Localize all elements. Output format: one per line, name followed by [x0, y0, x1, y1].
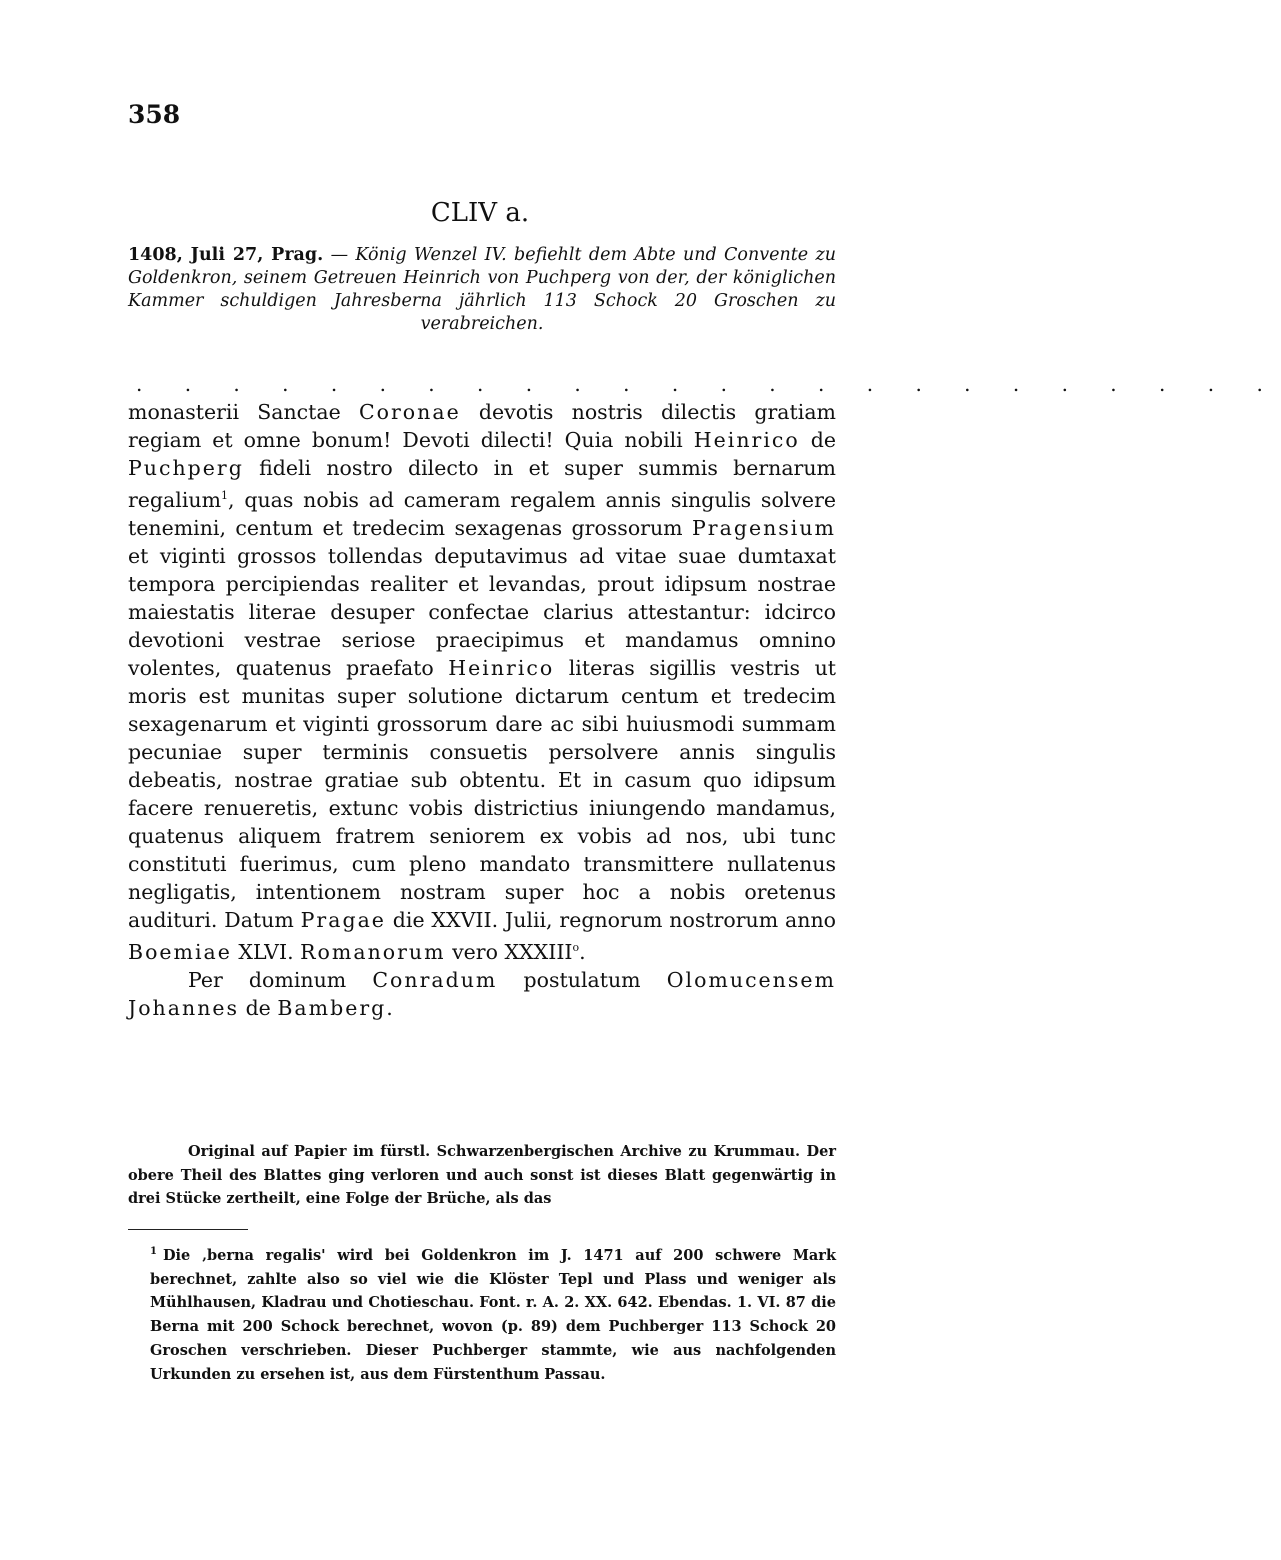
regest-summary: — König Wenzel IV. befiehlt dem Abte und Convente zu Goldenkron, seinem Getreuen Heinrich von Puchperg von der, der königlichen Kammer schuldigen Jahresberna jährlich 113 Schock 20 Groschen zu verabreichen. [128, 245, 836, 334]
name-conradum: Conradum [372, 967, 498, 992]
omission-dots: . . . . . . . . . . . . . . . . . . . . . . . . [136, 372, 1281, 396]
regest [128, 244, 836, 336]
text-span: monasterii Sanctae [128, 400, 359, 424]
source-note: Original auf Papier im fürstl. Schwarzenbergischen Archive zu Krummau. Der obere Theil des Blattes ging verloren und auch sonst ist dieses Blatt gegenwärtig in drei Stücke zertheilt, eine Folge der Brüche, als das [128, 1143, 836, 1207]
text-span: et viginti grossos tollendas deputavimus ad vitae suae dumtaxat tempora percipiendas realiter et levandas, prout idipsum nostrae maiestatis literae desuper confectae clarius attestantur: idcirco devotioni vestrae seriose praecipimus et mandamus omnino volentes, quatenus praefato [128, 543, 836, 680]
name-boemiae: Boemiae [128, 939, 232, 964]
name-johannes: Johannes [128, 995, 240, 1020]
name-puchperg: Puchperg [128, 456, 244, 480]
name-coronae: Coronae [358, 400, 461, 424]
text-span: literas sigillis vestris ut moris est munitas super solutione dictarum centum et tredecim sexagenarum et viginti grossorum dare ac sibi huiusmodi summam pecuniae super terminis consuetis persolvere annis singulis debeatis, nostrae gratiae sub obtentu. Et in casum quo idipsum facere renueretis, extunc vobis districtius iniungendo mandamus, quatenus aliquem fratrem seniorem ex vobis ad nos, ubi tunc constituti fuerimus, cum pleno mandato transmittere nullatenus negligatis, intentionem nostram super hoc a nobis oretenus audituri. Datum [128, 655, 837, 932]
text-span: . [579, 939, 586, 964]
regest-date-place: 1408, Juli 27, Prag. [128, 245, 324, 265]
footnote-number: 1 [150, 1246, 157, 1257]
name-pragae: Pragae [300, 907, 386, 932]
text-span: de [799, 428, 836, 452]
text-span: . [386, 995, 393, 1020]
footnote-text: Die ‚berna regalis' wird bei Goldenkron im J. 1471 auf 200 schwere Mark berechnet, zahlte also so viel wie die Klöster Tepl und Plass und weniger als Mühlhausen, Kladrau und Chotieschau. Font. r. A. 2. XX. 642. Ebendas. 1. VI. 87 die Berna mit 200 Schock berechnet, wovon (p. 89) dem Puchberger 113 Schock 20 Groschen verschrieben. Dieser Puchberger stammte, wie aus nachfolgenden Urkunden zu ersehen ist, aus dem Fürstenthum Passau. [150, 1246, 836, 1383]
text-span: vero XXXIII [445, 939, 573, 964]
text-span: die XXVII. Julii, regnorum nostrorum anno [385, 907, 836, 932]
charter-paragraph [128, 398, 836, 966]
page-number: 358 [128, 100, 181, 129]
document-number: CLIV a. [430, 198, 530, 228]
name-romanorum: Romanorum [300, 939, 446, 964]
text-span: fideli nostro dilecto in et super summis bernarum regalium [128, 456, 836, 512]
footnote [150, 1240, 836, 1387]
closing-paragraph [128, 966, 836, 1022]
name-heinrico: Heinrico [693, 428, 800, 452]
text-span: de [239, 995, 278, 1020]
name-olomucensem: Olomucensem [666, 967, 836, 992]
name-pragensium: Pragensium [692, 515, 836, 540]
footnote-divider [128, 1229, 248, 1230]
charter-text [128, 398, 836, 1022]
text-span: XLVI. [231, 939, 301, 964]
ordinal-marker: o [572, 940, 580, 954]
text-span: Per dominum [188, 967, 373, 992]
text-span: , quas nobis ad cameram regalem annis singulis solvere tenemini, centum et tredecim sexagenas grossorum [128, 487, 836, 540]
text-span: postulatum [497, 967, 667, 992]
name-bamberg: Bamberg [277, 995, 387, 1020]
name-heinrico: Heinrico [448, 655, 555, 680]
footnote-marker: 1 [221, 489, 229, 502]
text-span: devotis nostris dilectis gratiam regiam et omne bonum! Devoti dilecti! Quia nobili [128, 400, 836, 452]
